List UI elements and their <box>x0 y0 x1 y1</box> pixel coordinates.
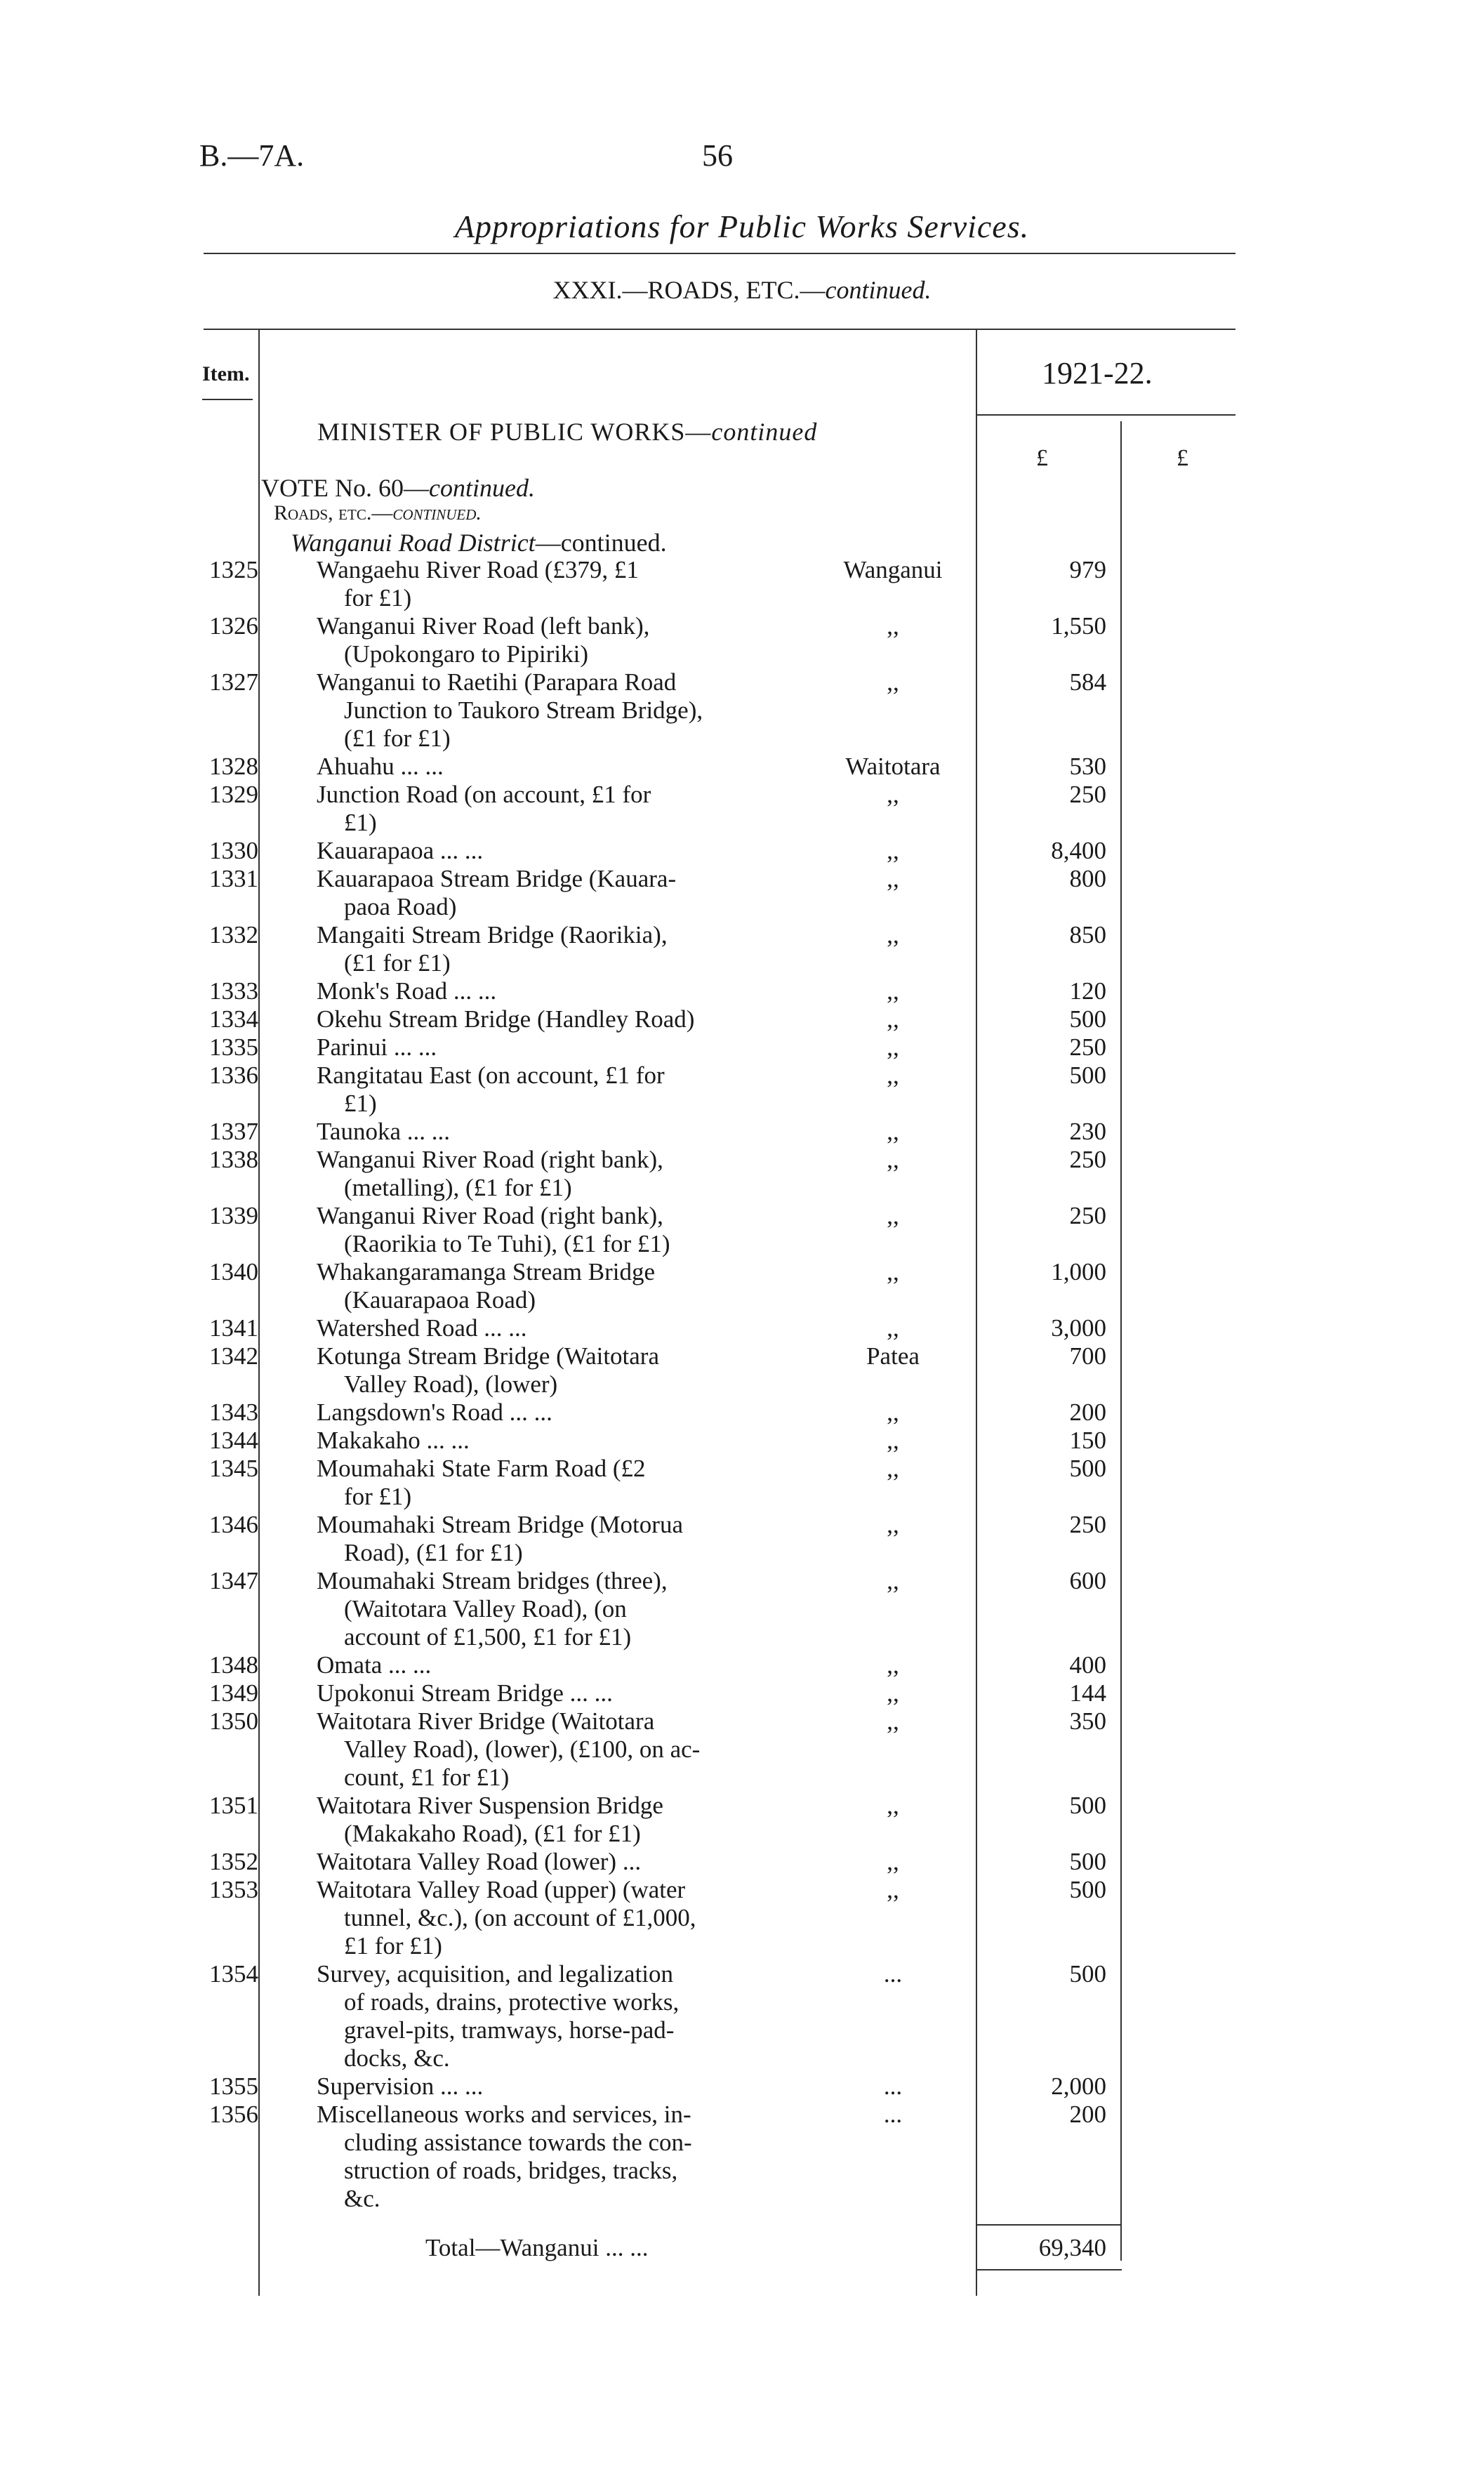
item-number: 1341 <box>209 1314 258 1342</box>
item-amount: 1,550 <box>1051 612 1106 640</box>
item-description-line: for £1) <box>344 584 412 612</box>
item-number: 1327 <box>209 668 258 696</box>
item-description-line: Whakangaramanga Stream Bridge <box>317 1258 656 1285</box>
item-district: ,, <box>887 1062 899 1089</box>
item-description-line: (metalling), (£1 for £1) <box>344 1174 572 1201</box>
item-description-line: Wanganui to Raetihi (Parapara Road <box>317 668 677 696</box>
item-district: ,, <box>887 1005 899 1033</box>
item-description-line: Moumahaki Stream Bridge (Motorua <box>317 1511 683 1538</box>
item-description-line: Watershed Road ... ... <box>317 1314 527 1342</box>
item-description-line: Wanganui River Road (right bank), <box>317 1146 663 1173</box>
pound-header-2: £ <box>1177 445 1188 471</box>
item-district: ,, <box>887 1118 899 1145</box>
pound-header-1: £ <box>1036 445 1048 471</box>
item-amount: 3,000 <box>1051 1314 1106 1342</box>
item-district: ,, <box>887 1146 899 1173</box>
item-description-line: Moumahaki Stream bridges (three), <box>317 1567 668 1594</box>
item-number: 1333 <box>209 977 258 1005</box>
item-amount: 2,000 <box>1051 2073 1106 2100</box>
item-description-line: £1) <box>344 1090 377 1117</box>
item-description-line: Rangitatau East (on account, £1 for <box>317 1062 665 1089</box>
item-number: 1328 <box>209 753 258 780</box>
total-rule-bottom <box>977 2269 1122 2270</box>
item-description-line: gravel-pits, tramways, horse-pad- <box>344 2016 675 2044</box>
item-amount: 530 <box>1069 753 1106 780</box>
item-district: ,, <box>887 1651 899 1679</box>
item-description-line: count, £1 for £1) <box>344 1764 510 1791</box>
item-description-line: Waitotara Valley Road (upper) (water <box>317 1876 686 1903</box>
item-number: 1347 <box>209 1567 258 1594</box>
item-district: ,, <box>887 1511 899 1538</box>
item-number: 1325 <box>209 556 258 583</box>
item-amount: 600 <box>1069 1567 1106 1594</box>
item-amount: 500 <box>1069 1005 1106 1033</box>
item-district: ,, <box>887 1707 899 1735</box>
item-amount: 250 <box>1069 781 1106 808</box>
item-amount: 350 <box>1069 1707 1106 1735</box>
item-description-line: struction of roads, bridges, tracks, <box>344 2157 678 2184</box>
item-amount: 850 <box>1069 921 1106 948</box>
item-amount: 500 <box>1069 1062 1106 1089</box>
item-district: ,, <box>887 1399 899 1426</box>
item-description-line: Parinui ... ... <box>317 1033 437 1061</box>
item-amount: 120 <box>1069 977 1106 1005</box>
item-number: 1346 <box>209 1511 258 1538</box>
year-header-rule <box>977 414 1235 416</box>
item-header-rule <box>202 399 253 400</box>
item-number: 1350 <box>209 1707 258 1735</box>
amount-column-mid-rule <box>1120 421 1122 2261</box>
document-reference: B.—7A. <box>199 138 305 173</box>
item-district: ,, <box>887 1314 899 1342</box>
item-amount: 584 <box>1069 668 1106 696</box>
item-number: 1336 <box>209 1062 258 1089</box>
item-description-line: Valley Road), (lower) <box>344 1370 558 1398</box>
item-number: 1345 <box>209 1455 258 1482</box>
item-description-line: Waitotara River Suspension Bridge <box>317 1792 663 1819</box>
item-description-line: (Waitotara Valley Road), (on <box>344 1595 627 1622</box>
item-number: 1340 <box>209 1258 258 1285</box>
item-description-line: of roads, drains, protective works, <box>344 1988 680 2016</box>
item-description-line: £1) <box>344 809 377 836</box>
item-amount: 144 <box>1069 1679 1106 1707</box>
item-amount: 250 <box>1069 1146 1106 1173</box>
item-district: ,, <box>887 1848 899 1875</box>
item-description-line: for £1) <box>344 1483 412 1510</box>
item-number: 1356 <box>209 2101 258 2128</box>
item-number: 1354 <box>209 1960 258 1988</box>
item-description-line: Junction to Taukoro Stream Bridge), <box>344 696 703 724</box>
item-number: 1342 <box>209 1342 258 1370</box>
district-heading: Wanganui Road District—continued. <box>291 529 667 557</box>
item-number: 1343 <box>209 1399 258 1426</box>
item-number: 1330 <box>209 837 258 864</box>
item-number: 1352 <box>209 1848 258 1875</box>
item-description-line: Langsdown's Road ... ... <box>317 1399 552 1426</box>
item-number: 1353 <box>209 1876 258 1903</box>
section-subtitle: XXXI.—ROADS, ETC.—continued. <box>552 276 932 304</box>
item-district: ,, <box>887 668 899 696</box>
item-description-line: Mangaiti Stream Bridge (Raorikia), <box>317 921 668 948</box>
item-description-line: Supervision ... ... <box>317 2073 484 2100</box>
item-amount: 250 <box>1069 1202 1106 1229</box>
item-description-line: Junction Road (on account, £1 for <box>317 781 651 808</box>
item-number: 1337 <box>209 1118 258 1145</box>
item-description-line: docks, &c. <box>344 2044 450 2072</box>
item-district: Patea <box>866 1342 920 1370</box>
item-description-line: &c. <box>344 2185 380 2212</box>
item-district: Wanganui <box>843 556 943 583</box>
item-description-line: (Kauarapaoa Road) <box>344 1286 536 1314</box>
item-description-line: Okehu Stream Bridge (Handley Road) <box>317 1005 695 1033</box>
item-district: ,, <box>887 781 899 808</box>
item-district: ,, <box>887 612 899 640</box>
item-description-line: Wanganui River Road (right bank), <box>317 1202 663 1229</box>
item-amount: 230 <box>1069 1118 1106 1145</box>
item-number: 1334 <box>209 1005 258 1033</box>
item-description-line: (Upokongaro to Pipiriki) <box>344 640 589 668</box>
item-description-line: Ahuahu ... ... <box>317 753 444 780</box>
item-description-line: Monk's Road ... ... <box>317 977 497 1005</box>
item-district: ... <box>883 2101 903 2128</box>
item-district: ,, <box>887 837 899 864</box>
item-description-line: (Makakaho Road), (£1 for £1) <box>344 1820 641 1847</box>
page-title: Appropriations for Public Works Services. <box>454 209 1030 244</box>
item-district: ,, <box>887 1876 899 1903</box>
item-amount: 500 <box>1069 1848 1106 1875</box>
item-amount: 250 <box>1069 1033 1106 1061</box>
item-description-line: Wangaehu River Road (£379, £1 <box>317 556 639 583</box>
item-amount: 800 <box>1069 865 1106 892</box>
item-amount: 150 <box>1069 1427 1106 1454</box>
item-district: Waitotara <box>845 753 941 780</box>
item-amount: 500 <box>1069 1792 1106 1819</box>
item-district: ... <box>883 2073 903 2100</box>
item-district: ,, <box>887 1455 899 1482</box>
item-amount: 8,400 <box>1051 837 1106 864</box>
item-description-line: paoa Road) <box>344 893 457 920</box>
item-number: 1339 <box>209 1202 258 1229</box>
table-top-rule <box>204 329 1235 330</box>
title-rule <box>204 253 1235 254</box>
item-number: 1329 <box>209 781 258 808</box>
minister-heading: MINISTER OF PUBLIC WORKS—continued <box>317 418 818 446</box>
item-description-line: Miscellaneous works and services, in- <box>317 2101 691 2128</box>
item-description-line: £1 for £1) <box>344 1932 442 1959</box>
item-amount: 700 <box>1069 1342 1106 1370</box>
item-description-line: tunnel, &c.), (on account of £1,000, <box>344 1904 696 1931</box>
item-district: ... <box>883 1960 903 1988</box>
item-number: 1335 <box>209 1033 258 1061</box>
item-description-line: cluding assistance towards the con- <box>344 2129 692 2156</box>
item-description-line: Kauarapaoa Stream Bridge (Kauara- <box>317 865 677 892</box>
item-amount: 1,000 <box>1051 1258 1106 1285</box>
item-amount: 400 <box>1069 1651 1106 1679</box>
year-column-header: 1921-22. <box>1042 356 1153 390</box>
item-district: ,, <box>887 1427 899 1454</box>
item-district: ,, <box>887 1792 899 1819</box>
item-district: ,, <box>887 921 899 948</box>
item-description-line: (£1 for £1) <box>344 725 451 752</box>
item-district: ,, <box>887 1679 899 1707</box>
item-amount: 250 <box>1069 1511 1106 1538</box>
roads-heading: Roads, etc.—continued. <box>274 501 482 524</box>
item-description-line: Moumahaki State Farm Road (£2 <box>317 1455 646 1482</box>
item-number: 1351 <box>209 1792 258 1819</box>
item-description-line: (£1 for £1) <box>344 949 451 977</box>
item-number: 1332 <box>209 921 258 948</box>
item-description-line: Taunoka ... ... <box>317 1118 451 1145</box>
page-number: 56 <box>702 138 733 173</box>
item-description-line: Waitotara Valley Road (lower) ... <box>317 1848 642 1875</box>
item-amount: 200 <box>1069 1399 1106 1426</box>
total-rule-top <box>977 2224 1122 2226</box>
item-number: 1349 <box>209 1679 258 1707</box>
item-description-line: Upokonui Stream Bridge ... ... <box>317 1679 613 1707</box>
item-district: ,, <box>887 1567 899 1594</box>
item-number: 1338 <box>209 1146 258 1173</box>
item-number: 1326 <box>209 612 258 640</box>
item-description-line: Kotunga Stream Bridge (Waitotara <box>317 1342 660 1370</box>
item-amount: 500 <box>1069 1876 1106 1903</box>
item-amount: 500 <box>1069 1960 1106 1988</box>
item-description-line: Wanganui River Road (left bank), <box>317 612 650 640</box>
item-amount: 500 <box>1069 1455 1106 1482</box>
item-description-line: account of £1,500, £1 for £1) <box>344 1623 632 1651</box>
total-label: Total—Wanganui ... ... <box>425 2234 649 2261</box>
item-description-line: Valley Road), (lower), (£100, on ac- <box>344 1736 701 1763</box>
item-district: ,, <box>887 1258 899 1285</box>
item-district: ,, <box>887 1033 899 1061</box>
item-number: 1344 <box>209 1427 258 1454</box>
item-description-line: Makakaho ... ... <box>317 1427 470 1454</box>
item-amount: 979 <box>1069 556 1106 583</box>
item-description-line: Kauarapaoa ... ... <box>317 837 484 864</box>
item-number: 1348 <box>209 1651 258 1679</box>
item-district: ,, <box>887 1202 899 1229</box>
item-district: ,, <box>887 865 899 892</box>
item-number: 1331 <box>209 865 258 892</box>
item-description-line: Survey, acquisition, and legalization <box>317 1960 674 1988</box>
item-district: ,, <box>887 977 899 1005</box>
item-description-line: Road), (£1 for £1) <box>344 1539 523 1566</box>
total-amount: 69,340 <box>1038 2234 1106 2261</box>
item-amount: 200 <box>1069 2101 1106 2128</box>
item-number: 1355 <box>209 2073 258 2100</box>
item-description-line: Omata ... ... <box>317 1651 432 1679</box>
item-description-line: Waitotara River Bridge (Waitotara <box>317 1707 655 1735</box>
vote-heading: VOTE No. 60—continued. <box>261 474 535 502</box>
item-column-header: Item. <box>202 362 250 385</box>
item-column-rule <box>258 330 260 2296</box>
item-description-line: (Raorikia to Te Tuhi), (£1 for £1) <box>344 1230 670 1257</box>
